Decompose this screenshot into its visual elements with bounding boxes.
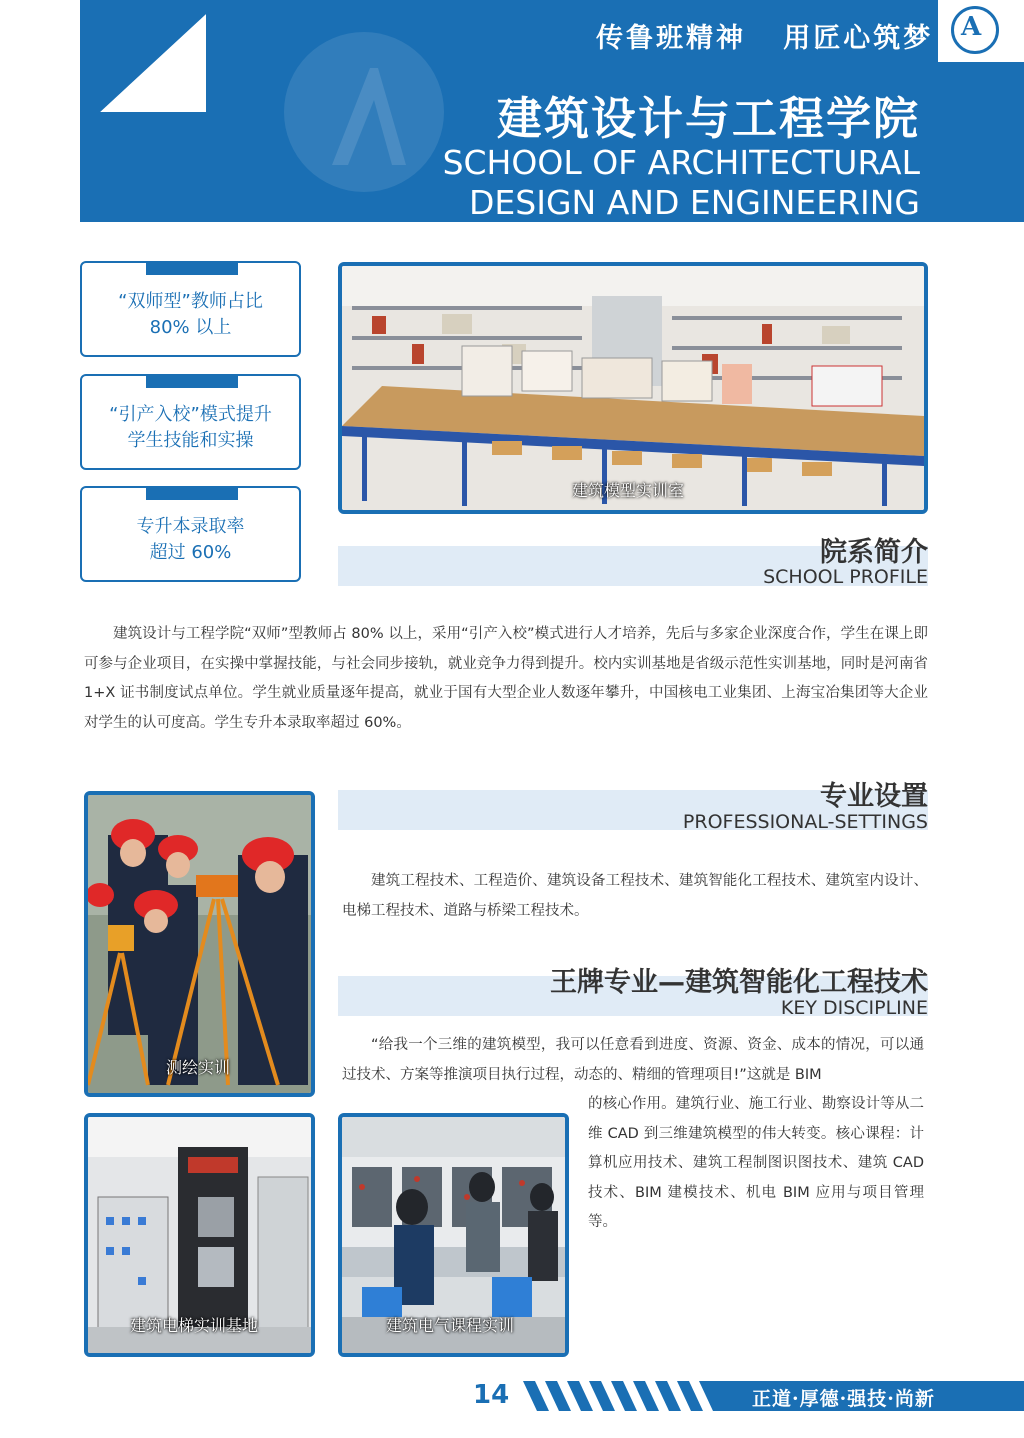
majors-paragraph: 建筑工程技术、工程造价、建筑设备工程技术、建筑智能化工程技术、建筑室内设计、电梯工程技术、道路与桥梁工程技术。 bbox=[342, 873, 928, 919]
college-title-en-line1: SCHOOL OF ARCHITECTURAL bbox=[442, 143, 920, 182]
stat-box-upgrade-rate bbox=[80, 486, 301, 582]
photo-caption: 建筑模型实训室 bbox=[572, 481, 685, 500]
page-corner-fold bbox=[80, 0, 206, 112]
profile-title-cn: 院系简介 bbox=[820, 537, 928, 568]
stat-text: 专升本录取率 超过 60% bbox=[136, 516, 245, 563]
stat-box-tab bbox=[146, 486, 238, 500]
school-logo-letter-icon: A bbox=[961, 12, 982, 42]
key-paragraph-narrow: 的核心作用。建筑行业、施工行业、勘察设计等从二维 CAD 到三维建筑模型的伟大转变。核心课程：计算机应用技术、建筑工程制图识图技术、建筑 CAD 技术、BIM 建模技术、机电 BIM 应用与项目管理等。 bbox=[588, 1096, 924, 1230]
profile-title-en: SCHOOL PROFILE bbox=[763, 566, 928, 588]
key-title-cn: 王牌专业—建筑智能化工程技术 bbox=[550, 967, 928, 998]
key-paragraph-wide: “给我一个三维的建筑模型，我可以任意看到进度、资源、资金、成本的情况，可以通过技术、方案等推演项目执行过程，动态的、精细的管理项目!”这就是 BIM bbox=[342, 1037, 924, 1083]
stat-text: “引产入校”模式提升 学生技能和实操 bbox=[109, 404, 272, 451]
college-title-cn: 建筑设计与工程学院 bbox=[496, 92, 920, 145]
photo-caption: 建筑电气课程实训 bbox=[386, 1316, 515, 1335]
photo-caption: 建筑电梯实训基地 bbox=[130, 1316, 259, 1335]
emblem-letter-a-icon bbox=[322, 60, 412, 170]
stat-box-tab bbox=[146, 261, 238, 275]
header-slogan: 传鲁班精神 用匠心筑梦 bbox=[596, 23, 934, 54]
photo-caption: 测绘实训 bbox=[166, 1058, 231, 1077]
survey-illustration bbox=[88, 795, 311, 1093]
page-number: 14 bbox=[473, 1380, 510, 1410]
key-title-en: KEY DISCIPLINE bbox=[780, 997, 928, 1019]
stat-box-dual-teachers bbox=[80, 261, 301, 357]
college-title-en-line2: DESIGN AND ENGINEERING bbox=[469, 183, 920, 222]
stat-box-industry-school bbox=[80, 374, 301, 470]
majors-title-cn: 专业设置 bbox=[820, 781, 928, 812]
profile-paragraph: 建筑设计与工程学院“双师”型教师占 80% 以上，采用“引产入校”模式进行人才培养，先后与多家企业深度合作，学生在课上即可参与企业项目，在实操中掌握技能，与社会同步接轨，就业竞争力得到提升。校内实训基地是省级示范性实训基地，同时是河南省 1+X 证书制度试点单位。学生就业质量逐年提高，就业于国有大型企业人数逐年攀升，中国核电工业集团、上海宝冶集团等大企业对学生的认可度高。学生专升本录取率超过 60%。 bbox=[84, 626, 928, 731]
stat-text: “双师型”教师占比 80% 以上 bbox=[118, 291, 263, 338]
footer-motto: 正道·厚德·强技·尚新 bbox=[752, 1388, 935, 1410]
majors-title-en: PROFESSIONAL-SETTINGS bbox=[682, 811, 928, 833]
stat-box-tab bbox=[146, 374, 238, 388]
photo-model-lab bbox=[338, 262, 928, 514]
photo-elevator-base bbox=[84, 1113, 315, 1357]
photo-electrical-course bbox=[338, 1113, 569, 1357]
footer-stripes-decoration bbox=[519, 1381, 731, 1411]
model-lab-illustration bbox=[342, 266, 924, 510]
photo-survey-training bbox=[84, 791, 315, 1097]
